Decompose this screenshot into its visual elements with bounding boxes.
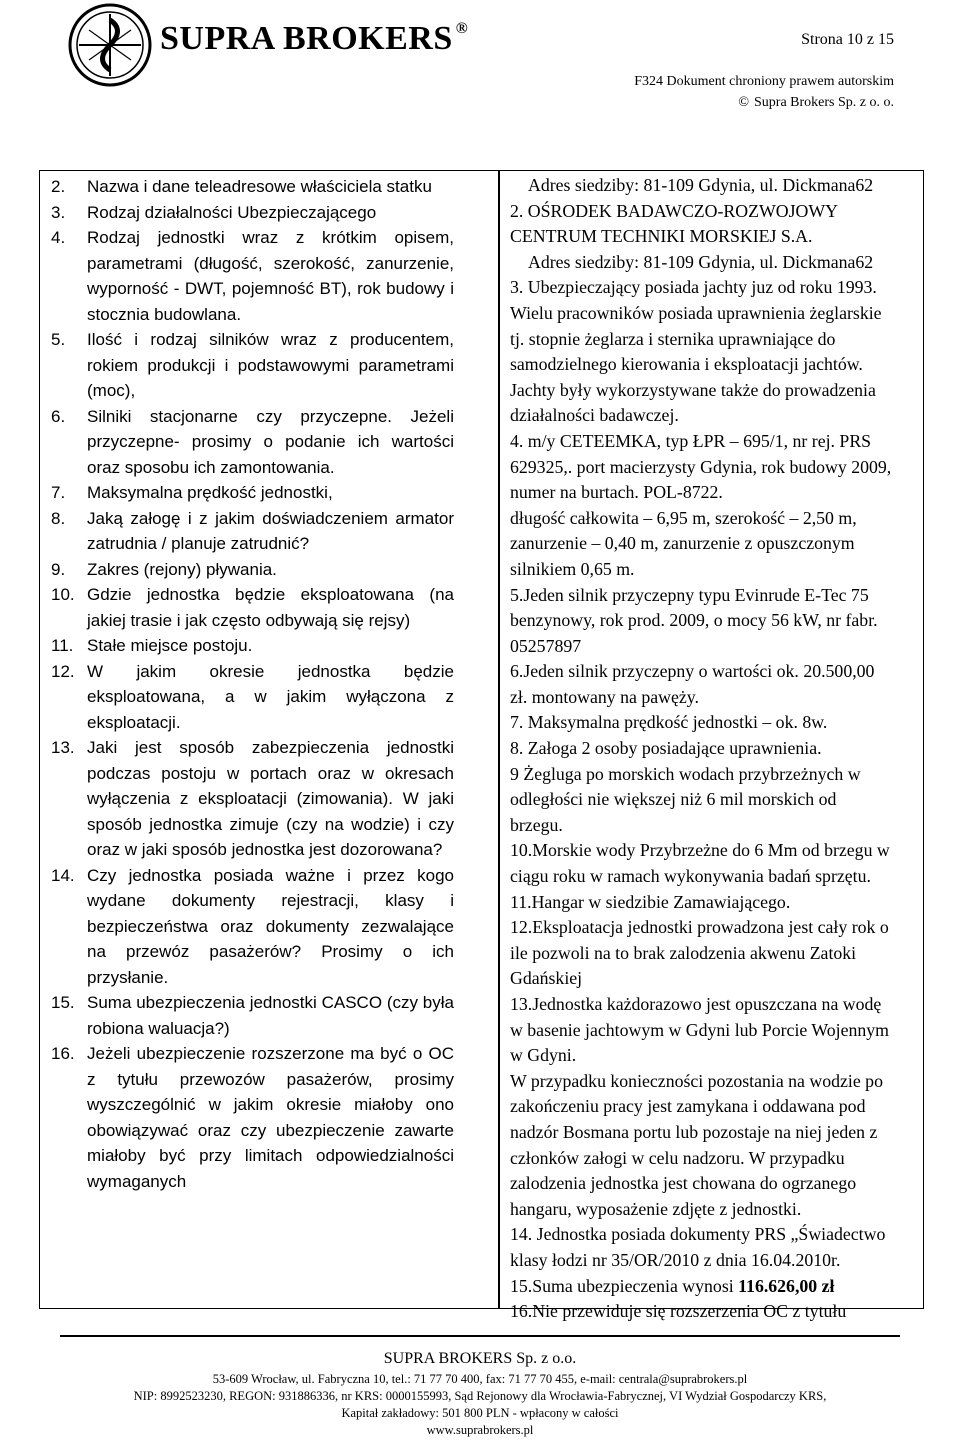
footer-company: SUPRA BROKERS Sp. z o.o. (383, 1350, 577, 1367)
answer-line (510, 736, 920, 762)
question-text: Maksymalna prędkość jednostki, (87, 483, 333, 502)
answer-line (510, 992, 920, 1018)
answer-text: W przypadku konieczności pozostania na wodzie po (510, 1070, 883, 1091)
question-item (51, 990, 454, 1041)
answer-text: zalodzenia jednostka jest chowana do ogrzanego (510, 1173, 857, 1194)
answer-line (510, 480, 920, 506)
question-item (51, 863, 454, 991)
page-number: Strona 10 z 15 (801, 31, 894, 48)
question-number: 11. (51, 636, 74, 655)
answer-text: 6.Jeden silnik przyczepny o wartości ok. 20.500,00 (510, 661, 875, 682)
answer-text: 629325,. port macierzysty Gdynia, rok budowy 2009, (510, 456, 892, 477)
answer-line (510, 634, 920, 660)
question-number: 16. (51, 1044, 75, 1063)
answer-line (510, 685, 920, 711)
answer-text: w basenie jachtowym w Gdyni lub Porcie Wojennym (510, 1019, 889, 1040)
question-item (51, 327, 454, 404)
question-text: Jeżeli ubezpieczenie rozszerzone ma być o OC z tytułu przewozów pasażerów, prosimy wyszczególnić w jakim okresie miałoby ono obowiązywać oraz czy ubezpieczenie zawarte miałoby być przy limitach odpowiedzialności wymaganych (87, 1044, 454, 1191)
answer-line (510, 506, 920, 532)
question-number: 5. (51, 330, 66, 349)
answer-line (510, 1120, 920, 1146)
answer-text: 12.Eksploatacja jednostki prowadzona jest cały rok o (510, 917, 889, 938)
answer-text: nadzór Bosmana portu lub pozostaje na niej jeden z (510, 1121, 878, 1142)
question-text: Suma ubezpieczenia jednostki CASCO (czy była robiona waluacja?) (87, 993, 454, 1038)
question-item (51, 1041, 454, 1194)
answer-line (510, 250, 920, 276)
answer-line (510, 1197, 920, 1223)
answer-line (510, 352, 920, 378)
answer-line (510, 864, 920, 890)
question-number: 8. (51, 508, 66, 528)
question-text: Stałe miejsce postoju. (87, 636, 253, 655)
answer-line (510, 1094, 920, 1120)
registered-mark: ® (455, 19, 469, 37)
questions-column (51, 174, 454, 1194)
answer-text: 8. Załoga 2 osoby posiadające uprawnienia. (510, 738, 822, 759)
answer-line (510, 1069, 920, 1095)
answer-text: klasy łodzi nr 35/OR/2010 z dnia 16.04.2010r. (510, 1249, 841, 1270)
footer-capital: Kapitał zakładowy: 501 800 PLN - wpłacony w całości (341, 1406, 619, 1420)
questionnaire-table (39, 170, 924, 1322)
copyright-block (634, 71, 894, 113)
answer-text: 16.Nie przewiduje się rozszerzenia OC z tytułu (510, 1301, 847, 1322)
answer-text: tj. stopnie żeglarza i sternika uprawniające do (510, 328, 836, 349)
question-number: 12. (51, 661, 75, 681)
answer-text: zakończeniu pracy jest zamykana i oddawana pod (510, 1096, 866, 1117)
answer-text: numer na burtach. POL-8722. (510, 482, 723, 503)
copyright-line (634, 92, 894, 113)
answer-text: 7. Maksymalna prędkość jednostki – ok. 8w. (510, 712, 828, 733)
question-item (51, 200, 454, 226)
answer-text: Wielu pracowników posiada uprawnienia żeglarskie (510, 302, 882, 323)
answer-line (510, 531, 920, 557)
answer-text: samodzielnego kierowania i eksploatacji jachtów. (510, 354, 863, 375)
question-text: Silniki stacjonarne czy przyczepne. Jeżeli przyczepne- prosimy o podanie ich wartości oraz sposobu ich zamontowania. (87, 406, 454, 477)
copyright-holder: Supra Brokers Sp. z o. o. (754, 95, 894, 110)
answer-text: CENTRUM TECHNIKI MORSKIEJ S.A. (510, 226, 813, 247)
answer-text: zł. montowany na pawęży. (510, 686, 699, 707)
question-item (51, 480, 454, 506)
answer-line (510, 583, 920, 609)
answer-text: ciągu roku w ramach wykonywania badań sprzętu. (510, 866, 871, 887)
footer-registry: NIP: 8992523230, REGON: 931886336, nr KRS: 0000155993, Sąd Rejonowy dla Wrocławia-Fabrycznej, VI Wydział Gospodarczy KRS, (133, 1389, 827, 1403)
question-item (51, 225, 454, 327)
answer-line (510, 710, 920, 736)
answer-line (510, 915, 920, 941)
answer-line (510, 429, 920, 455)
answer-line (510, 787, 920, 813)
answer-line (510, 557, 920, 583)
answer-line (510, 1299, 920, 1325)
answer-line (510, 1248, 920, 1274)
answer-line (510, 199, 920, 225)
answer-line (510, 327, 920, 353)
answer-text: 4. m/y CETEEMKA, typ ŁPR – 695/1, nr rej. PRS (510, 430, 872, 451)
question-text: Czy jednostka posiada ważne i przez kogo wydane dokumenty rejestracji, klasy i bezpieczeństwa oraz dokumenty zezwalające na przewóz pasażerów? Prosimy o ich przysłanie. (87, 865, 454, 987)
answer-line (510, 813, 920, 839)
question-number: 10. (51, 585, 75, 604)
question-item (51, 174, 454, 200)
answer-text: 3. Ubezpieczający posiada jachty juz od roku 1993. (510, 277, 877, 298)
answer-text: Jachty były wykorzystywane także do prowadzenia (510, 379, 876, 400)
insurance-sum-value: 116.626,00 zł (738, 1275, 835, 1296)
footer-address: 53-609 Wrocław, ul. Fabryczna 10, tel.: 71 77 70 400, fax: 71 77 70 455, e-mail: centrala@suprabrokers.pl (212, 1372, 748, 1386)
answer-line (510, 1018, 920, 1044)
answer-text: zanurzenie – 0,40 m, zanurzenie z opuszczonym (510, 533, 855, 554)
question-text: Rodzaj działalności Ubezpieczającego (87, 202, 377, 222)
answer-line (510, 455, 920, 481)
question-number: 9. (51, 559, 66, 579)
answer-text: 5.Jeden silnik przyczepny typu Evinrude E-Tec 75 (510, 584, 869, 605)
answer-text: Adres siedziby: 81-109 Gdynia, ul. Dickmana62 (528, 175, 874, 195)
supra-brokers-logo (65, 0, 155, 90)
answer-line (510, 224, 920, 250)
protection-note: F324 Dokument chroniony prawem autorskim (634, 74, 894, 89)
answer-line (510, 275, 920, 301)
answer-line (510, 890, 920, 916)
answers-column (510, 173, 920, 1325)
answer-text: 14. Jednostka posiada dokumenty PRS „Świadectwo (510, 1224, 886, 1245)
question-text: Gdzie jednostka będzie eksploatowana (na jakiej trasie i jak często odbywają się rejsy) (87, 585, 454, 630)
question-item (51, 633, 454, 659)
question-item (51, 735, 454, 863)
question-number: 2. (51, 177, 66, 196)
answer-text: hangaru, wyposażenie zdjęte z jednostki. (510, 1198, 802, 1219)
answer-text: Adres siedziby: 81-109 Gdynia, ul. Dickmana62 (528, 251, 874, 272)
question-text: Jaki jest sposób zabezpieczenia jednostki podczas postoju w portach oraz w okresach wyłączenia z eksploatacji (zimowania). W jaki sposób jednostka zimuje (czy na wodzie) i czy oraz w jaki sposób jednostka jest dozorowana? (87, 738, 454, 859)
answer-text: 11.Hangar w siedzibie Zamawiającego. (510, 891, 791, 912)
question-item (51, 659, 454, 736)
question-text: Jaką załogę i z jakim doświadczeniem armator zatrudnia / planuje zatrudnić? (87, 508, 454, 553)
brand-text: SUPRA BROKERS (160, 20, 453, 57)
answer-line (510, 966, 920, 992)
answer-text: Gdańskiej (510, 968, 583, 989)
answer-text: 2. OŚRODEK BADAWCZO-ROZWOJOWY (510, 200, 838, 221)
question-item (51, 506, 454, 557)
question-text: Nazwa i dane teleadresowe właściciela statku (87, 177, 432, 196)
answer-text: brzegu. (510, 814, 563, 835)
answer-line (510, 659, 920, 685)
answer-line (510, 941, 920, 967)
answer-text: członków załogi w celu nadzoru. W przypadku (510, 1147, 845, 1168)
question-number: 3. (51, 202, 66, 222)
question-text: Zakres (rejony) pływania. (87, 559, 277, 579)
question-text: W jakim okresie jednostka będzie eksploatowana, a w jakim wyłączona z eksploatacji. (87, 661, 454, 732)
answer-line (510, 608, 920, 634)
answer-line (510, 1171, 920, 1197)
answer-text: 15.Suma ubezpieczenia wynosi (510, 1275, 734, 1296)
answer-text: w Gdyni. (510, 1045, 577, 1066)
column-divider (498, 171, 500, 1308)
question-number: 15. (51, 993, 75, 1012)
answer-line (510, 1146, 920, 1172)
footer-divider (60, 1335, 900, 1337)
question-item (51, 582, 454, 633)
footer-website[interactable]: www.suprabrokers.pl (426, 1423, 534, 1437)
question-number: 4. (51, 228, 66, 247)
answer-text: 9 Żegluga po morskich wodach przybrzeżnych w (510, 763, 861, 784)
question-number: 13. (51, 738, 75, 757)
answer-text: ile pozwoli na to brak zalodzenia akwenu Zatoki (510, 942, 857, 963)
question-text: Rodzaj jednostki wraz z krótkim opisem, parametrami (długość, szerokość, zanurzenie, wyporność - DWT, pojemność BT), rok budowy i stocznia budowlana. (87, 228, 454, 324)
answer-line (510, 378, 920, 404)
answer-text: 10.Morskie wody Przybrzeżne do 6 Mm od brzegu w (510, 840, 890, 861)
answer-line (510, 1274, 920, 1300)
answer-line (510, 762, 920, 788)
answer-line (510, 1222, 920, 1248)
question-number: 6. (51, 406, 66, 426)
answer-text: długość całkowita – 6,95 m, szerokość – 2,50 m, (510, 507, 857, 528)
answer-text: 13.Jednostka każdorazowo jest opuszczana na wodę (510, 994, 882, 1014)
question-number: 7. (51, 483, 66, 502)
answer-text: silnikiem 0,65 m. (510, 558, 635, 579)
question-number: 14. (51, 865, 75, 885)
answer-line (510, 403, 920, 429)
answer-line (510, 1043, 920, 1069)
question-item (51, 404, 454, 481)
question-item (51, 557, 454, 583)
answer-text: benzynowy, rok prod. 2009, o mocy 56 kW, nr fabr. (510, 610, 878, 631)
answer-text: działalności badawczej. (510, 405, 679, 426)
brand-name (160, 20, 468, 58)
answer-text: odległości nie większej niż 6 mil morskich od (510, 789, 837, 810)
question-text: Ilość i rodzaj silników wraz z producentem, rokiem produkcji i podstawowymi parametrami (moc), (87, 330, 454, 400)
answer-line (510, 838, 920, 864)
answer-text: 05257897 (510, 635, 582, 656)
answer-line (510, 301, 920, 327)
answer-line (510, 173, 920, 199)
copyright-symbol: © (738, 95, 749, 110)
